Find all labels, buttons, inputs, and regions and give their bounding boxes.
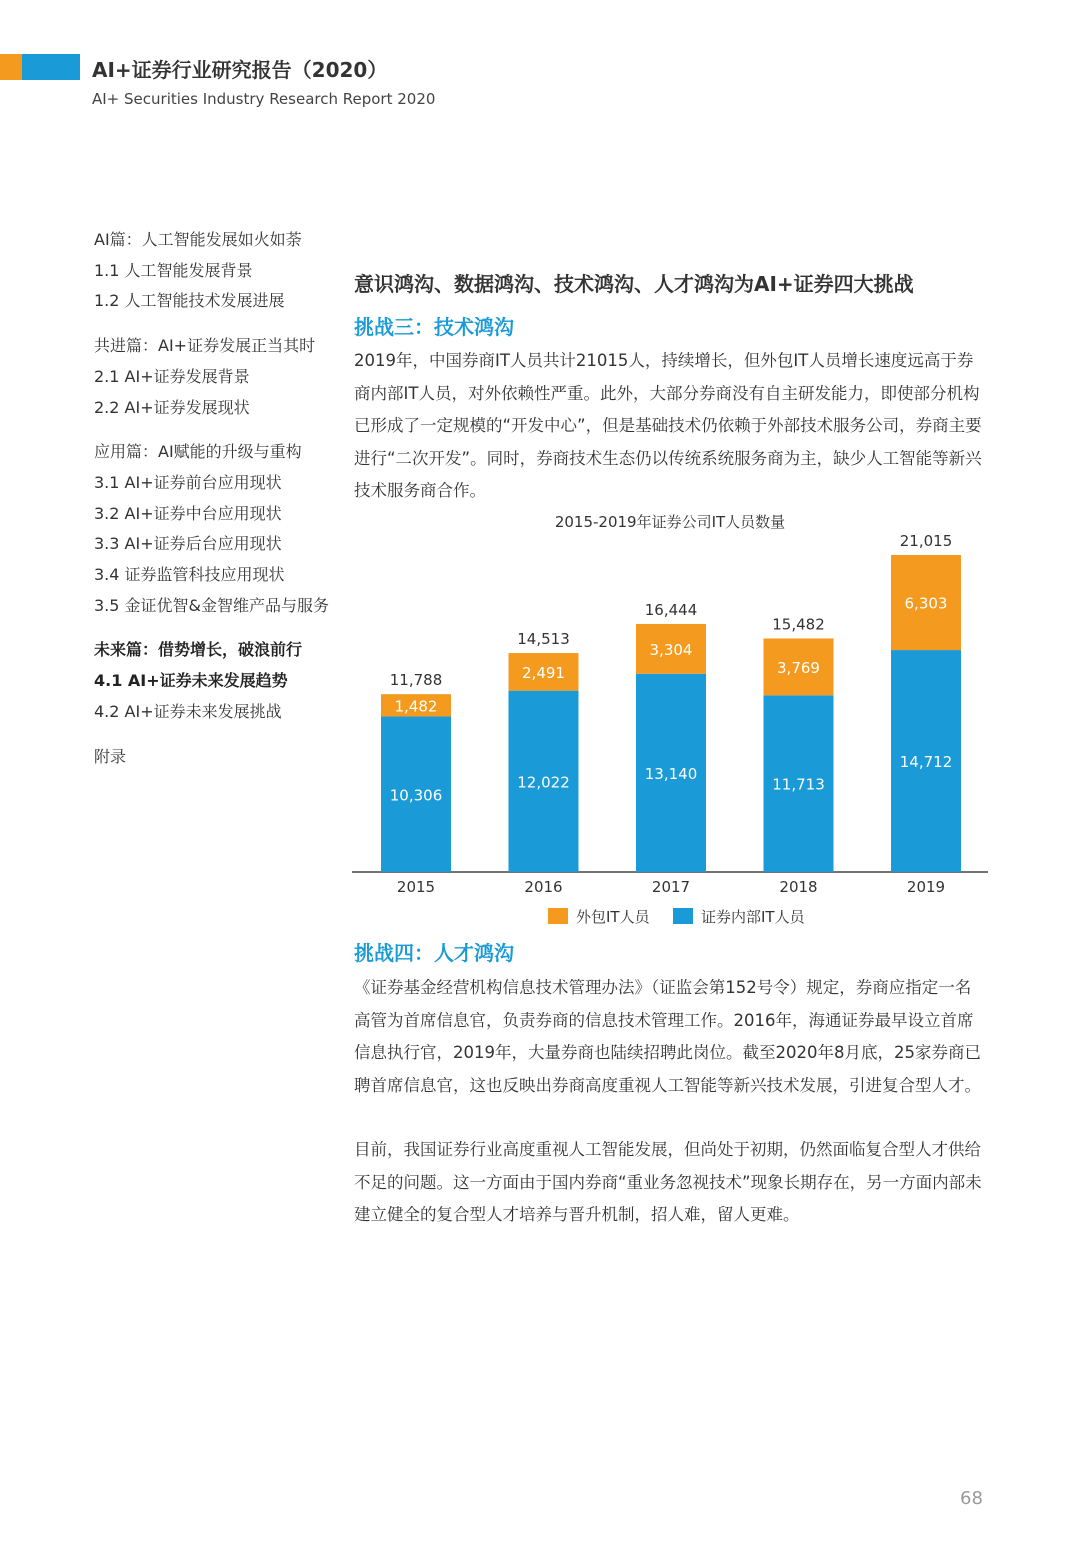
toc-group [94,635,349,727]
report-subtitle: AI+ Securities Industry Research Report 2020 [92,90,436,108]
section-4-body-1: 《证券基金经营机构信息技术管理办法》（证监会第152号令）规定，券商应指定一名高管为首席信息官，负责券商的信息技术管理工作。2016年，海通证券最早设立首席信息执行官，2019年，大量券商也陆续招聘此岗位。截至2020年8月底，25家券商已聘首席信息官，这也反映出券商高度重视人工智能等新兴技术发展，引进复合型人才。 [354,978,981,1095]
toc-item[interactable]: 1.2 人工智能技术发展进展 [94,291,285,311]
legend-outsourced-label: 外包IT人员 [576,908,650,926]
x-tick-label: 2017 [651,878,691,896]
legend-internal-swatch [673,908,693,924]
bar-value-label: 6,303 [904,594,948,613]
report-title: AI+证券行业研究报告（2020） [92,58,388,82]
x-tick-label: 2018 [779,878,818,896]
bar-total-label: 11,788 [389,671,443,690]
toc-group [94,437,349,621]
it-staff-chart [340,505,1000,935]
toc-item[interactable]: 3.4 证券监管科技应用现状 [94,565,285,585]
section-3-title: 挑战三：技术鸿沟 [354,315,514,339]
legend-internal-label: 证券内部IT人员 [701,908,805,926]
toc-group [94,225,349,317]
section-3-body: 2019年，中国券商IT人员共计21015人，持续增长，但外包IT人员增长速度远高于券商内部IT人员，对外依赖性严重。此外，大部分券商没有自主研发能力，即使部分机构已形成了一定规模的“开发中心”，但是基础技术仍依赖于外部技术服务公司，券商主要进行“二次开发”。同时，券商技术生态仍以传统系统服务商为主，缺少人工智能等新兴技术服务商合作。 [354,351,982,501]
x-tick-label: 2016 [524,878,563,896]
bar-value-label: 11,713 [772,775,825,794]
bar-total-label: 16,444 [644,600,698,619]
table-of-contents [94,225,349,786]
page-number: 68 [960,1488,983,1509]
toc-item[interactable]: 3.5 金证优智&金智维产品与服务 [94,595,330,615]
toc-item[interactable]: AI篇：人工智能发展如火如荼 [94,230,302,249]
bar-value-label: 2,491 [522,663,565,682]
toc-item[interactable]: 未来篇：借势增长，破浪前行 [94,640,303,660]
bar-value-label: 3,304 [649,640,693,659]
bar-value-label: 10,306 [389,786,443,805]
section-4-body-2: 目前，我国证券行业高度重视人工智能发展，但尚处于初期，仍然面临复合型人才供给不足的问题。这一方面由于国内券商“重业务忽视技术”现象长期存在，另一方面内部未建立健全的复合型人才培养与晋升机制，招人难，留人更难。 [354,1140,982,1225]
toc-item[interactable]: 4.2 AI+证券未来发展挑战 [94,701,282,721]
bar-value-label: 1,482 [394,697,438,716]
toc-item[interactable]: 4.1 AI+证券未来发展趋势 [94,671,288,691]
bar-total-label: 15,482 [772,615,825,634]
x-tick-label: 2015 [396,878,436,896]
toc-item[interactable]: 附录 [94,746,127,766]
bar-value-label: 3,769 [777,658,820,677]
toc-item[interactable]: 共进篇：AI+证券发展正当其时 [94,336,316,356]
toc-item[interactable]: 1.1 人工智能发展背景 [94,260,253,280]
header-orange-bar [0,54,22,80]
legend-outsourced-swatch [548,908,568,924]
toc-item[interactable]: 3.2 AI+证券中台应用现状 [94,503,282,523]
chart-title: 2015-2019年证券公司IT人员数量 [554,513,786,531]
section-4-title: 挑战四：人才鸿沟 [354,941,514,965]
bar-total-label: 21,015 [899,532,953,550]
bar-value-label: 12,022 [517,773,570,792]
header-blue-bar [22,54,80,80]
bar-value-label: 13,140 [644,764,698,783]
toc-group [94,742,349,773]
bar-value-label: 14,712 [899,753,953,772]
toc-item[interactable]: 2.2 AI+证券发展现状 [94,397,250,417]
bar-total-label: 14,513 [517,630,570,649]
toc-item[interactable]: 应用篇：AI赋能的升级与重构 [94,442,302,462]
main-title: 意识鸿沟、数据鸿沟、技术鸿沟、人才鸿沟为AI+证券四大挑战 [354,272,914,296]
toc-item[interactable]: 3.3 AI+证券后台应用现状 [94,534,282,554]
toc-item[interactable]: 3.1 AI+证券前台应用现状 [94,472,282,492]
toc-item[interactable]: 2.1 AI+证券发展背景 [94,366,250,386]
x-tick-label: 2019 [906,878,946,896]
toc-group [94,331,349,423]
